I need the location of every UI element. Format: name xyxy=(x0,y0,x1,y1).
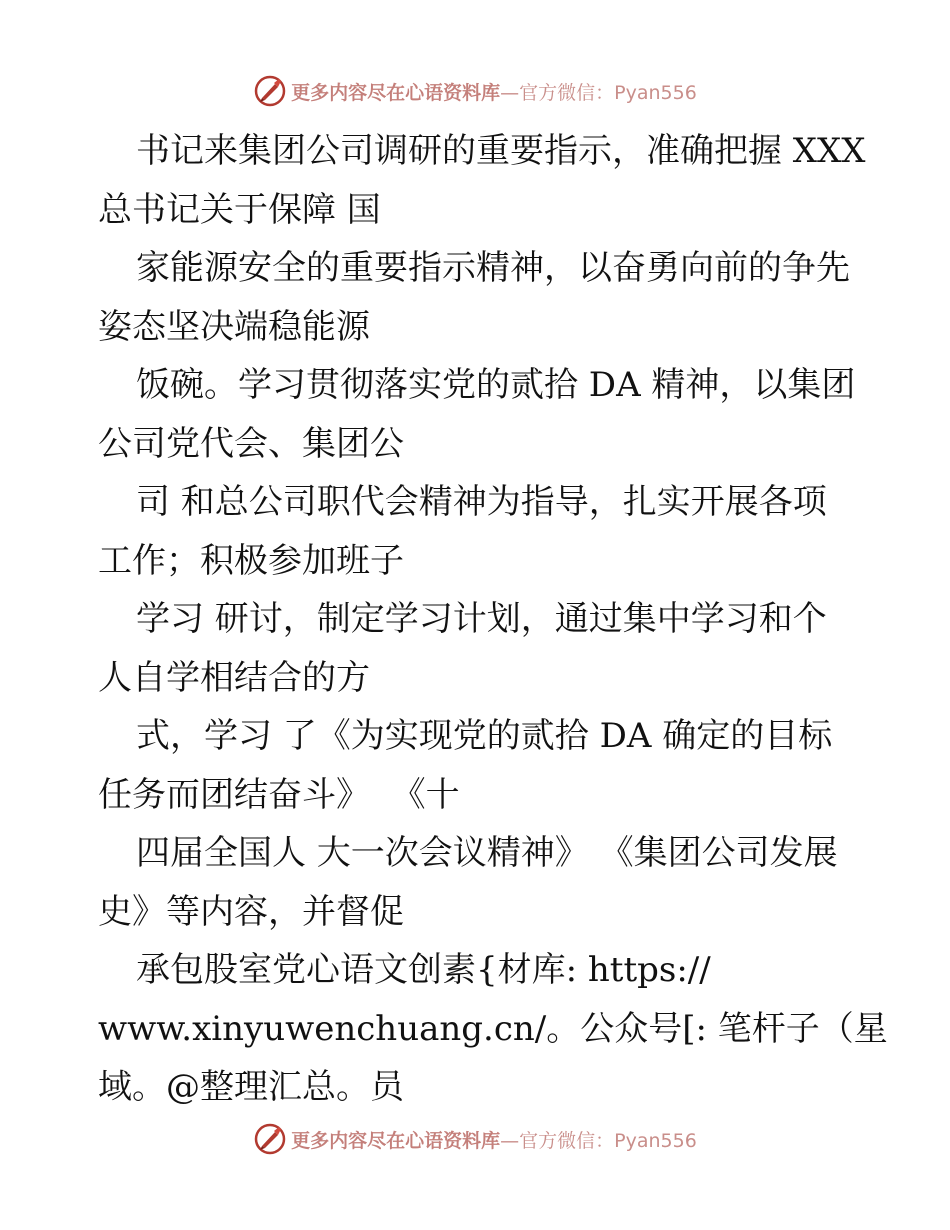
quill-pen-circle-icon xyxy=(253,1122,287,1156)
body-line-15: 承包股室党心语文创素{材库: https:// xyxy=(136,950,711,990)
body-line-8: 工作；积极参加班子 xyxy=(98,540,404,581)
body-line-6: 公司党代会、集团公 xyxy=(98,423,404,464)
footer-separator: — xyxy=(500,1129,520,1152)
header-separator: — xyxy=(500,81,520,104)
header-banner xyxy=(0,71,950,111)
body-line-2: 总书记关于保障 国 xyxy=(98,189,381,230)
header-site-text: 更多内容尽在心语资料库 xyxy=(291,81,501,104)
header-text xyxy=(291,78,697,105)
body-line-5: 饭碗。学习贯彻落实党的贰拾 DA 精神，以集团 xyxy=(136,365,856,405)
body-line-16: www.xinyuwenchuang.cn/。公众号[: 笔杆子（星 xyxy=(98,1008,888,1049)
body-line-14: 史》等内容，并督促 xyxy=(98,891,404,932)
body-line-7: 司 和总公司职代会精神为指导，扎实开展各项 xyxy=(136,482,827,522)
footer-wechat-text: 官方微信：Pyan556 xyxy=(519,1129,697,1152)
header-wechat-text: 官方微信：Pyan556 xyxy=(519,81,697,104)
footer-site-text: 更多内容尽在心语资料库 xyxy=(291,1129,501,1152)
body-line-11: 式，学习 了《为实现党的贰拾 DA 确定的目标 xyxy=(136,716,833,756)
body-line-12: 任务而团结奋斗》 《十 xyxy=(98,774,460,815)
body-line-1: 书记来集团公司调研的重要指示，准确把握 XXX xyxy=(136,131,866,171)
footer-text xyxy=(291,1126,697,1153)
quill-pen-circle-icon xyxy=(253,74,287,108)
body-line-9: 学习 研讨，制定学习计划，通过集中学习和个 xyxy=(136,599,827,639)
body-line-13: 四届全国人 大一次会议精神》 《集团公司发展 xyxy=(136,833,838,873)
footer-banner xyxy=(0,1119,950,1159)
body-line-4: 姿态坚决端稳能源 xyxy=(98,306,370,347)
body-line-10: 人自学相结合的方 xyxy=(98,657,370,698)
document-body xyxy=(98,122,888,1117)
body-line-3: 家能源安全的重要指示精神，以奋勇向前的争先 xyxy=(136,248,850,288)
body-line-17: 域。@整理汇总。员 xyxy=(98,1067,404,1107)
